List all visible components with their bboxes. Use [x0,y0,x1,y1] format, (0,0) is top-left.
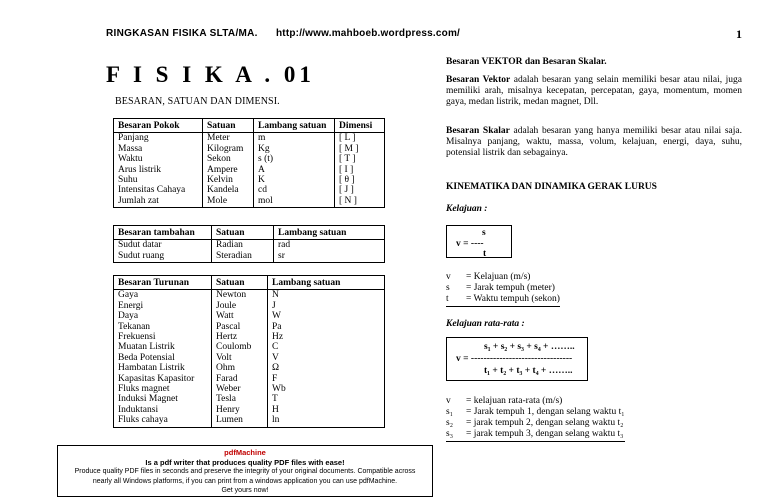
page-number: 1 [736,27,742,41]
table-cell: Fluks magnet [114,384,212,394]
banner-brand[interactable]: pdfMachine [224,448,266,457]
table-row [114,322,385,332]
table-cell: v [446,396,451,406]
table-row [114,301,385,311]
table-cell: Kelvin [203,175,254,185]
table-besaran-tambahan [113,225,385,263]
table-cell: [ N ] [335,196,385,208]
table-cell: Pascal [212,322,268,332]
table-row [114,415,385,427]
table-cell: Induktansi [114,405,212,415]
table-cell: K [254,175,335,185]
table-row [114,374,385,384]
table-cell: Suhu [114,175,203,185]
table-row [114,363,385,373]
header-title: RINGKASAN FISIKA SLTA/MA. [106,28,258,39]
banner-line: Produce quality PDF files in seconds and preserve the integrity of your original documents. Compatible across [74,468,416,476]
pdfmachine-banner[interactable] [57,445,433,497]
table-cell: Steradian [212,251,274,263]
table-row [446,429,625,442]
rata-rata-label: Kelajuan rata-rata : [446,319,525,329]
table-cell: F [268,374,385,384]
formula-kelajuan [446,225,512,258]
table-header: Satuan [212,276,268,290]
table-cell: = Kelajuan (m/s) [466,272,531,282]
table-header: Satuan [203,119,254,133]
table-cell: Henry [212,405,268,415]
table-row [114,240,385,251]
section-subtitle: BESARAN, SATUAN DAN DIMENSI. [115,96,280,107]
table-row [114,290,385,301]
table-cell: Coulomb [212,342,268,352]
table-cell: W [268,311,385,321]
vektor-term: Besaran Vektor [446,75,511,85]
table-cell: Ω [268,363,385,373]
table-row [114,133,385,144]
table-row [114,311,385,321]
skalar-paragraph [446,126,742,159]
kinematika-heading: KINEMATIKA DAN DINAMIKA GERAK LURUS [446,182,657,192]
table-row [114,353,385,363]
table-cell: ln [268,415,385,427]
table-cell: = kelajuan rata-rata (m/s) [466,396,563,406]
table-header: Lambang satuan [268,276,385,290]
table-cell: Tekanan [114,322,212,332]
table-cell: = jarak tempuh 2, dengan selang waktu t₂ [466,418,624,428]
table-cell: Joule [212,301,268,311]
table-row [446,418,625,429]
table-cell: v [446,272,451,282]
table-besaran-turunan [113,275,385,428]
banner-line: Get yours now! [221,487,269,495]
table-header: Lambang satuan [274,226,385,240]
kelajuan-definitions [446,272,560,307]
table-besaran-pokok [113,118,385,208]
banner-line: nearly all Windows platforms, if you can print from a windows application you can use pdfMachine. [92,477,398,485]
table-row [114,342,385,352]
table-cell: [ I ] [335,165,385,175]
table-cell: Tesla [212,394,268,404]
table-cell: = jarak tempuh 3, dengan selang waktu t₃ [466,429,625,442]
table-cell: Beda Potensial [114,353,212,363]
table-cell: Kandela [203,185,254,195]
banner-tagline: Is a pdf writer that produces quality PDF files with ease! [145,457,345,467]
table-cell: Hertz [212,332,268,342]
vektor-text: adalah besaran yang selain memiliki besar atau nilai, juga memiliki arah, misalnya kecepatan, percepatan, gaya, momentum, momen gaya, medan listrik, medan magnet, Dll. [446,75,742,107]
table-cell: Lumen [212,415,268,427]
table-cell: Energi [114,301,212,311]
table-cell: V [268,353,385,363]
table-cell: Kapasitas Kapasitor [114,374,212,384]
vektor-paragraph [446,75,742,108]
table-cell: Jumlah zat [114,196,203,208]
table-row [114,185,385,195]
table-row [446,407,625,418]
table-row [114,405,385,415]
rata-rata-definitions [446,396,625,442]
table-cell: sr [274,251,385,263]
table-cell: Kilogram [203,144,254,154]
table-cell: Newton [212,290,268,301]
kelajuan-label: Kelajuan : [446,204,488,214]
table-cell: cd [254,185,335,195]
formula-numerator: s₁ + s₂ + s₃ + s₄ + …….. [484,342,575,352]
formula-denominator: t₁ + t₂ + t₃ + t₄ + …….. [484,366,573,376]
table-row [114,251,385,263]
table-cell: Kg [254,144,335,154]
table-cell: = Waktu tempuh (sekon) [466,294,560,307]
table-cell: Sekon [203,154,254,164]
formula-lhs: v = -------------------------------- [456,354,573,364]
table-cell: Hz [268,332,385,342]
table-cell: J [268,301,385,311]
table-cell: Radian [212,240,274,251]
formula-denominator: t [483,249,487,259]
table-cell: s (t) [254,154,335,164]
table-cell: = Jarak tempuh 1, dengan selang waktu t₁ [466,407,625,417]
table-cell: Muatan Listrik [114,342,212,352]
vektor-heading: Besaran VEKTOR dan Besaran Skalar. [446,57,607,67]
table-cell: A [254,165,335,175]
table-cell: Sudut ruang [114,251,212,263]
table-cell: s₃ [446,429,466,442]
table-cell: Gaya [114,290,212,301]
page-title: F I S I K A . 01 [106,62,315,87]
table-header: Besaran tambahan [114,226,212,240]
table-cell: Hambatan Listrik [114,363,212,373]
table-cell: [ L ] [335,133,385,144]
table-cell: Fluks cahaya [114,415,212,427]
formula-lhs: v = ---- [456,239,484,249]
table-row [446,294,560,307]
table-cell: T [268,394,385,404]
table-cell: Arus listrik [114,165,203,175]
table-cell: Sudut datar [114,240,212,251]
table-header: Lambang satuan [254,119,335,133]
table-cell: Weber [212,384,268,394]
table-cell: s₁ [446,407,454,417]
table-cell: C [268,342,385,352]
table-cell: Ohm [212,363,268,373]
table-cell: [ J ] [335,185,385,195]
table-cell: s [446,283,450,293]
skalar-text: adalah besaran yang hanya memiliki besar atau nilai saja. Misalnya panjang, waktu, massa, volum, kelajuan, energi, daya, suhu, potensial listrik dan sebagainya. [446,126,742,158]
table-cell: Induksi Magnet [114,394,212,404]
table-cell: Massa [114,144,203,154]
table-header: Satuan [212,226,274,240]
table-cell: Wb [268,384,385,394]
table-row [114,154,385,164]
table-header: Besaran Pokok [114,119,203,133]
table-cell: Volt [212,353,268,363]
table-cell: rad [274,240,385,251]
formula-rata-rata [446,337,588,381]
table-cell: Panjang [114,133,203,144]
table-cell: Daya [114,311,212,321]
table-cell: m [254,133,335,144]
table-cell: Frekuensi [114,332,212,342]
table-row [114,332,385,342]
table-row [114,394,385,404]
table-cell: mol [254,196,335,208]
table-row [446,396,625,407]
formula-numerator: s [482,228,486,238]
table-cell: [ T ] [335,154,385,164]
table-row [114,196,385,208]
table-cell: [ M ] [335,144,385,154]
table-cell: Pa [268,322,385,332]
table-cell: [ θ ] [335,175,385,185]
table-row [114,384,385,394]
table-row [114,175,385,185]
table-cell: Farad [212,374,268,384]
skalar-term: Besaran Skalar [446,126,510,136]
table-cell: s₂ [446,418,454,428]
table-cell: Mole [203,196,254,208]
table-cell: = Jarak tempuh (meter) [466,283,555,293]
table-cell: Watt [212,311,268,321]
table-row [114,165,385,175]
table-header: Dimensi [335,119,385,133]
header-url[interactable]: http://www.mahboeb.wordpress.com/ [276,28,461,39]
table-cell: Waktu [114,154,203,164]
table-header: Besaran Turunan [114,276,212,290]
table-cell: Intensitas Cahaya [114,185,203,195]
table-cell: N [268,290,385,301]
table-row [446,272,560,283]
table-row [114,144,385,154]
table-cell: H [268,405,385,415]
table-cell: Ampere [203,165,254,175]
table-row [446,283,560,294]
table-cell: Meter [203,133,254,144]
table-cell: t [446,294,466,307]
